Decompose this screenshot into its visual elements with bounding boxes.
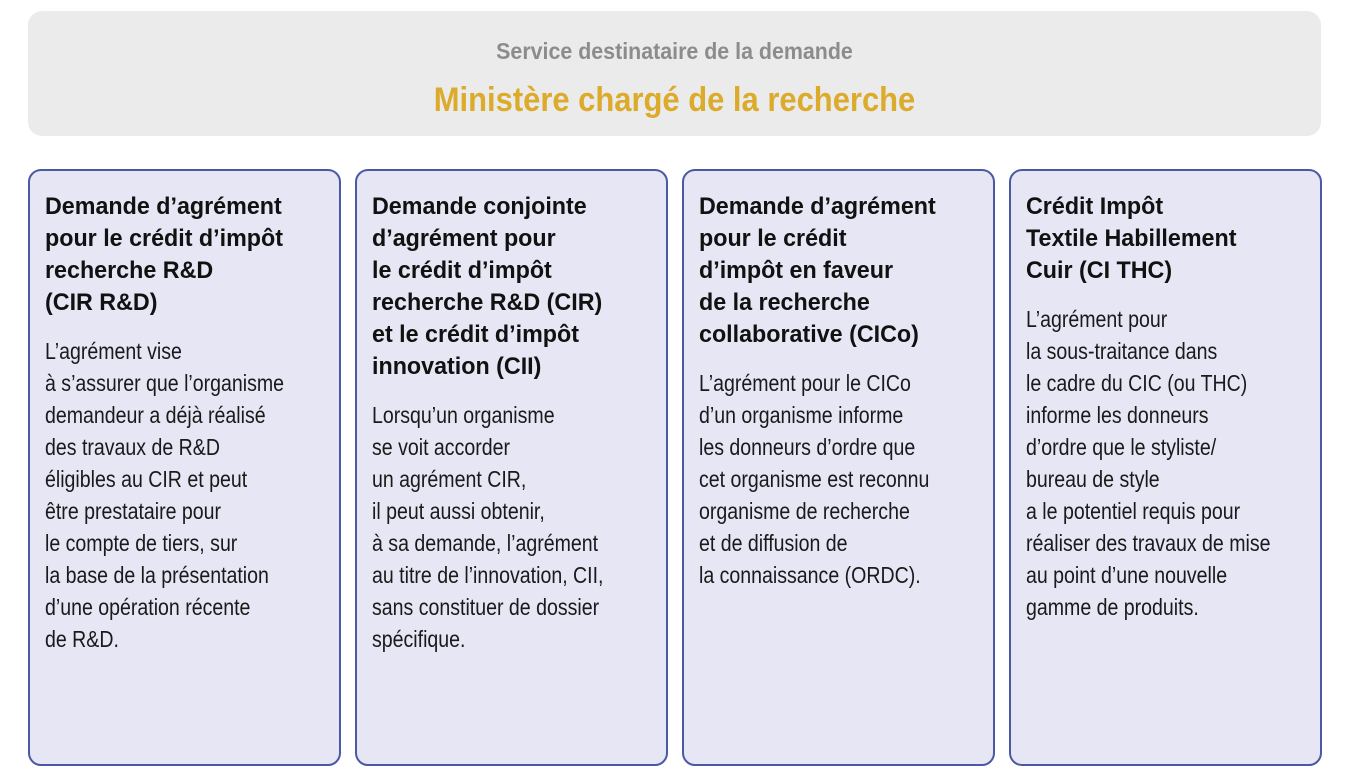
card-title: Demande d’agrément pour le crédit d’impôt recherche R&D (CIR R&D) (45, 193, 283, 316)
card-title: Demande conjointe d’agrément pour le crédit d’impôt recherche R&D (CIR) et le crédit d’impôt innovation (CII) (372, 193, 603, 380)
service-header (28, 11, 1321, 136)
card-body: Lorsqu’un organisme se voit accorder un agrément CIR, il peut aussi obtenir, à sa demande, l’agrément au titre de l’innovation, CII, sans constituer de dossier spécifique. (372, 402, 604, 652)
card-title: Demande d’agrément pour le crédit d’impôt en faveur de la recherche collaborative (CICo) (699, 193, 936, 348)
header-subtitle: Service destinataire de la demande (496, 38, 853, 64)
request-cards (28, 169, 1321, 766)
card-cir-cii (355, 169, 668, 766)
card-cir-rd (28, 169, 341, 766)
card-title: Crédit Impôt Textile Habillement Cuir (CI THC) (1026, 193, 1237, 284)
header-title: Ministère chargé de la recherche (433, 81, 916, 119)
card-ci-thc (1009, 169, 1322, 766)
card-body: L’agrément pour la sous-traitance dans le cadre du CIC (ou THC) informe les donneurs d’ordre que le styliste/ bureau de style a le potentiel requis pour réaliser des travaux de mise au point d’une nouvelle gamme de produits. (1026, 306, 1271, 620)
card-body: L’agrément vise à s’assurer que l’organisme demandeur a déjà réalisé des travaux de R&D éligibles au CIR et peut être prestataire pour le compte de tiers, sur la base de la présentation d’une opération récente de R&D. (45, 338, 285, 652)
card-cico (682, 169, 995, 766)
card-body: L’agrément pour le CICo d’un organisme informe les donneurs d’ordre que cet organisme est reconnu organisme de recherche et de diffusion de la connaissance (ORDC). (699, 370, 930, 588)
